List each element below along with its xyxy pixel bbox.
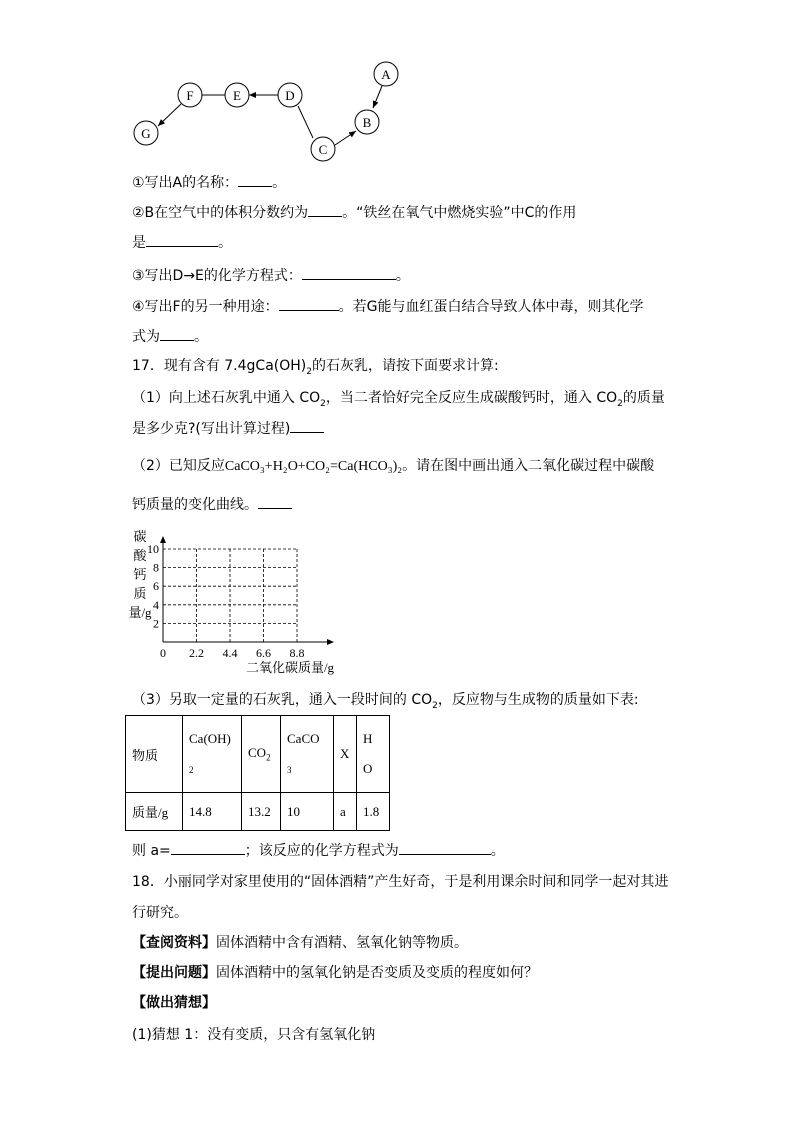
caco3-mass-chart <box>0 525 794 685</box>
q16-part2: ②B在空气中的体积分数约为 。“铁丝在氧气中燃烧实验”中C的作用 <box>132 202 576 223</box>
q16-part1: ①写出A的名称： 。 <box>132 172 286 193</box>
y-axis-label: 碳 <box>133 529 147 544</box>
y-tick-label: 10 <box>147 542 159 556</box>
table-cell: a <box>334 793 357 831</box>
x-tick-label: 6.6 <box>256 646 271 660</box>
y-axis-arrow <box>160 536 166 543</box>
q16-part4-cont: 式为 。 <box>132 326 208 347</box>
q18-guess-heading: 【做出猜想】 <box>132 995 216 1011</box>
x-axis-arrow <box>327 639 334 645</box>
table-cell: 质量/g <box>126 793 183 831</box>
y-tick-label: 8 <box>153 560 159 575</box>
table-header-cell: X <box>334 716 357 793</box>
x-tick-label: 2.2 <box>189 646 204 660</box>
node-g <box>134 121 158 145</box>
x-axis-label: 二氧化碳质量/g <box>245 660 335 675</box>
q18-guess1: (1)猜想 1：没有变质，只含有氢氧化钠 <box>132 1027 376 1043</box>
node-d <box>278 83 302 107</box>
y-axis-label: 量/g <box>128 605 152 620</box>
svg-text:G: G <box>141 126 151 141</box>
mass-table <box>125 715 390 831</box>
q17-sub2: （2）已知反应CaCO₃+H₂O+CO₂=Ca(HCO₃)₂。请在图中画出通入二氧化碳过程中碳酸 <box>132 458 655 474</box>
node-a <box>374 62 398 86</box>
q17-answer: 则 a= ；该反应的化学方程式为 。 <box>132 840 505 861</box>
q18-intro-cont: 行研究。 <box>132 905 188 921</box>
table-header-cell: Ca(OH) 2 <box>183 716 242 793</box>
q16-part2-cont: 是 。 <box>132 232 232 253</box>
y-axis-label: 质 <box>133 586 147 601</box>
y-tick-label: 4 <box>153 597 159 612</box>
q18-intro: 18．小丽同学对家里使用的“固体酒精”产生好奇，于是利用课余时间和同学一起对其进 <box>132 874 669 890</box>
table-header-cell: CaCO 3 <box>281 716 334 793</box>
y-axis-label: 钙 <box>133 567 147 582</box>
node-c <box>311 137 335 161</box>
y-axis-label: 酸 <box>133 548 147 563</box>
svg-text:D: D <box>285 88 295 103</box>
node-b <box>355 110 379 134</box>
table-header-row <box>126 716 390 793</box>
table-row <box>126 793 390 831</box>
origin-label: 0 <box>160 646 166 660</box>
q17-sub2-cont: 钙质量的变化曲线。 <box>132 494 292 515</box>
y-tick-label: 6 <box>153 579 159 594</box>
svg-text:F: F <box>186 88 194 103</box>
table-header-cell: $CO_2$ <box>242 716 281 793</box>
q17-sub1-cont: 是多少克?(写出计算过程) <box>132 418 324 439</box>
q17-intro: 17．现有含有 $7.4gCa(OH)_2$的石灰乳，请按下面要求计算: <box>132 358 499 377</box>
svg-text:E: E <box>233 88 241 103</box>
q17-sub3: （3）另取一定量的石灰乳，通入一段时间的 $CO_2$，反应物与生成物的质量如下表: <box>132 692 639 711</box>
x-tick-label: 4.4 <box>222 646 238 660</box>
q18-info: 【查阅资料】固体酒精中含有酒精、氢氧化钠等物质。 <box>132 935 468 951</box>
q17-sub1: （1）向上述石灰乳中通入 $CO_2$，当二者恰好完全反应生成碳酸钙时，通入 $CO_2$的质量 <box>132 390 665 409</box>
q16-part3: ③写出D→E的化学方程式： 。 <box>132 265 410 286</box>
relation-diagram <box>0 0 794 170</box>
table-cell: 13.2 <box>242 793 281 831</box>
svg-text:B: B <box>362 115 372 130</box>
q18-question: 【提出问题】固体酒精中的氢氧化钠是否变质及变质的程度如何？ <box>132 965 538 981</box>
svg-text:A: A <box>381 67 391 82</box>
table-cell: 10 <box>281 793 334 831</box>
y-tick-label: 2 <box>153 616 159 631</box>
table-cell: 14.8 <box>183 793 242 831</box>
table-cell: 1.8 <box>357 793 390 831</box>
table-header-cell: 物质 <box>126 716 183 793</box>
node-e <box>225 83 249 107</box>
svg-text:C: C <box>318 142 328 157</box>
node-f <box>178 83 202 107</box>
table-header-cell: H O <box>357 716 390 793</box>
q16-part4: ④写出F的另一种用途： 。若G能与血红蛋白结合导致人体中毒，则其化学 <box>132 296 643 317</box>
x-tick-label: 8.8 <box>289 646 305 660</box>
